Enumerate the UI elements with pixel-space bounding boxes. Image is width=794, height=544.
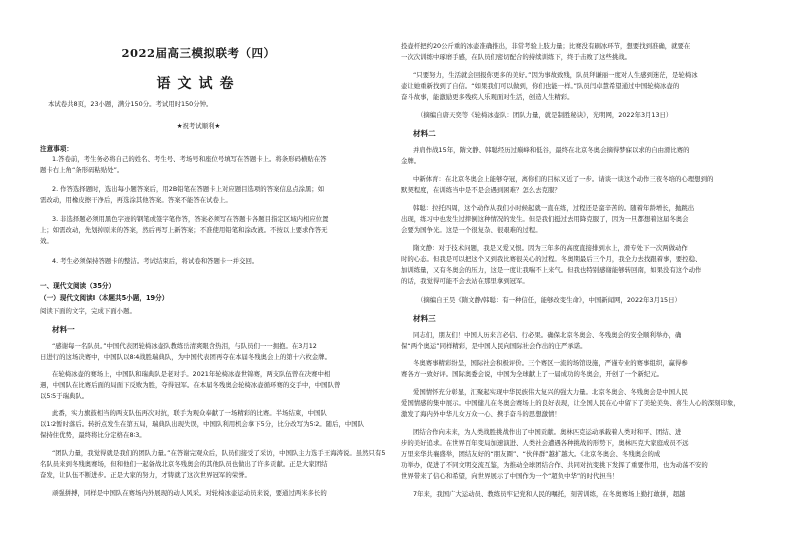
wish-line: ★祝考试顺利★: [176, 122, 221, 130]
m2-p1-line-2: 金牌。: [401, 157, 421, 165]
note-3-line-1: 3. 非选择题必须用黑色字迹的钢笔或签字笔作答，答案必须写在答题卡各题目指定区域内相应位置: [52, 215, 329, 223]
r-intro-line-2: 一次次训练中琢磨手感，在队员们密切配合的持续训练下，终于击败了这些挑战。: [401, 53, 632, 61]
r-quote-line-3: 奋斗故事，能激励更多残疾人乐观面对生活，创造人生精彩。: [401, 93, 574, 101]
m3-p4-line-3: 万里来华共襄盛举，团结友好的“朋友圈”、“伙伴群”越扩越大。《北京冬奥会、冬残奥会的成: [401, 450, 661, 458]
m1-p1-line-1: “感谢每一名队员。”中国代表团轮椅冰壶队教练岳清爽眼含热泪，与队员们一一拥抱。在3月12: [52, 342, 317, 350]
paper-title: 语文试卷: [156, 76, 241, 92]
exam-meta-line: 本试卷共8页，23小题，满分150分。考试用时150分钟。: [48, 100, 213, 108]
m3-p4-line-4: 功举办，促进了不同文明交流互鉴，为推动全球团结合作、共同对抗变挑下发挥了重要作用，也为动荡不安的: [401, 461, 708, 469]
m1-p5-line-1: 顽强拼搏，同样是中国队在赛场内外展现的动人风采。对轮椅冰壶运动员来说，要通过两米多长的: [52, 489, 327, 497]
m2-p3-line-3: 会要为国争光。这是一个很复杂、很艰难的过程。: [401, 226, 542, 234]
m2-p4-line-2: 时的心态。但我是可以把这个又到我比赛很关心的过程。冬奥期最后三个月，我全力去找跟着事，要控稳、: [401, 255, 702, 263]
m1-p1-line-2: 日进行的这场决赛中，中国队以8∶4战胜瑞典队，为中国代表团再夺在本届冬残奥会上的第十六枚金牌。: [40, 353, 331, 361]
m1-p4-line-1: “团队力量，我觉得就是我们的团队力量。”在答谢完观众后，队员们接受了采访，中国队主力选手王海涛说。虽然只有5: [52, 449, 386, 457]
m2-p4-line-3: 加训练量，又有冬奥会的压力，这是一度让我喘不上来气。但我也特别感谢能够转回南，如果没有这个动作: [401, 266, 702, 274]
note-2-line-1: 2. 作答选择题时，选出每小题答案后，用2B铅笔在答题卡上对应题目选项的答案信息点涂黑；如: [52, 185, 325, 193]
m3-p1-line-2: 保“两个奥运”同样精彩，是中国人民向国际社会作出的庄严承诺。: [401, 342, 587, 350]
note-2-line-2: 需改动，用橡皮擦干净后，再选涂其他答案。答案不能答在试卷上。: [40, 196, 232, 204]
m2-p2-line-1: 中新体育：在北京冬奥会上能够夺冠，离你们的目标又近了一步。请谈一谈这个动作三夜冬培的心理想到的: [413, 175, 714, 183]
m2-p3-line-1: 韩聪：拉托四周，这个动作从我们小时候起就一直在练，过程还是蛮辛苦的。随着年龄增长，抛跳出: [413, 204, 695, 212]
notes-heading: 注意事项：: [40, 145, 73, 153]
material-3-label: 材料三: [413, 314, 436, 323]
r-quote-line-1: “只要努力，生活就会回报你更多的美好。”因为事故致残，队员拜谦丽一度对人生感到迷茫，是轮椅冰: [413, 71, 698, 79]
m2-p3-line-2: 出现，练习中也发生过摔倒这种情况的发生。但是我们挺过去用降克服了，因为一旦都想着这届冬奥会: [401, 215, 689, 223]
source-1: （摘编自唐天奕等《轮椅冰壶队：团队力量，就是制胜秘诀》，光明网，2022年3月13日）: [417, 111, 673, 119]
m1-p2-line-1: 在轮椅冰壶的赛场上，中国队和瑞典队是老对手。2021年轮椅冰壶世锦赛，两支队伍曾在决赛中相: [52, 370, 331, 378]
note-4: 4. 考生必须保持答题卡的整洁。考试结束后，将试卷和答题卡一并交回。: [52, 257, 259, 265]
note-1-line-2: 题卡右上角“条形码粘贴处”。: [40, 166, 124, 174]
section-title: 一、现代文阅读（35分）: [40, 282, 116, 290]
m3-p4-line-2: 步的美好追求。在世界百年变局加速演进、人类社会遭遇各种挑战的形势下，奥林匹克大家庭成员不远: [401, 439, 689, 447]
note-3-line-3: 效。: [40, 237, 53, 245]
m3-p3-line-2: 爱国情感的集中展示。中国健儿在冬奥会赛场上的良好表现，让全国人民在心中留下了美轮美奂、喜生人心的深刻印象，: [401, 399, 740, 407]
exam-title: 2022届高三模拟联考（四）: [121, 46, 276, 60]
m3-p3-line-3: 激发了海内外中华儿女万众一心、携手奋斗的思想激情！: [401, 410, 561, 418]
m1-p2-line-2: 遇，中国队在比赛后面的局面下反败为胜，夺得冠军。在本届冬残奥会轮椅冰壶循环赛的交手中，中国队曾: [40, 381, 341, 389]
m3-p4-line-1: 团结合作向未来，为人类战胜挑战作出了中国贡献。奥林匹克运动承载着人类对和平、团结、进: [413, 428, 682, 436]
material-1-label: 材料一: [52, 325, 75, 334]
m1-p3-line-3: 保持住优势，最终将比分定格在8∶3。: [40, 431, 146, 439]
m1-p4-line-3: 奋发，让队伍不断进步。正是大家的努力，才铸就了这次世界冠军的荣誉。: [40, 471, 251, 479]
m3-p3-line-1: 爱国情怀充分彰显，汇聚起实现中华民族伟大复兴的强大力量。北京冬奥会、冬残奥会是中国人民: [413, 388, 688, 396]
note-3-line-2: 上；如需改动，先划掉原来的答案，然后再写上新答案；不准使用铅笔和涂改液。不按以上要求作答无: [40, 226, 328, 234]
r-quote-line-2: 壶让她重新找到了自信。“如果我们可以做到，你们也能一样。”队员闫卓慧希望通过中国轮椅冰壶的: [401, 82, 680, 90]
m2-p4-line-4: 的话，我觉得可能不会去站在那里拿到冠军。: [401, 277, 529, 285]
m2-p4-line-1: 隋文静：对于技术问题，我是又爱又恨。因为三年多的高度直接排到水上，滑专处下一次两做动作: [413, 244, 688, 252]
m3-p1-line-1: 同志们，朋友们！中国人历来言必信、行必果。确保北京冬奥会、冬残奥会的安全顺利举办，确: [413, 331, 682, 339]
m3-p2-line-2: 赛各方一致好评。国际奥委会说，中国为全球献上了一届成功的冬奥会，开创了一个新纪元。: [401, 370, 664, 378]
m1-p2-line-3: 以5∶5于瑞典队。: [40, 392, 89, 400]
r-intro-line-1: 投壶杆把约20公斤重的冰壶准确推出，非常考验上肢力量；比赛没有刷冰环节，想要找到准确，就要在: [401, 42, 691, 50]
m1-p4-line-2: 名队员来到冬残奥赛场，但和他们一起备战北京冬残奥会的其他队员也做出了许多贡献。正是大家团结: [40, 460, 328, 468]
m1-p3-line-1: 此番，实力旗鼓相当的两支队伍再次对抗，联手为观众奉献了一场精彩的比赛。半场结束，中国队: [52, 409, 327, 417]
m2-p2-line-2: 默契程度，在训练当中是不是会遇到困难？怎么去克服？: [401, 186, 561, 194]
m3-p2-line-1: 冬奥赛事精彩纷呈，国际社会积极评价。三个赛区一流的场馆设施，严谨专业的赛事组织，赢得参: [413, 359, 688, 367]
source-2: （摘编自王昊《隋文静/韩聪：有一种信任，能够改变生命》，中国新闻网，2022年3月15日）: [417, 296, 681, 304]
section-instruction: 阅读下面的文字，完成下面小题。: [40, 307, 136, 315]
note-1-line-1: 1.答卷前，考生务必将自己的姓名、考生号、考场号和座位号填写在答题卡上。将条形码横贴在答: [52, 155, 327, 163]
material-2-label: 材料二: [413, 129, 436, 138]
m1-p3-line-2: 以1∶2暂时落后。转折点发生在第五局，瑞典队出现失误，中国队利用机会拿下5分，比分改写为5∶2。随后，中国队: [40, 420, 365, 428]
section-subtitle: （一）现代文阅读Ⅰ（本题共5小题，19分）: [40, 294, 169, 302]
m3-p4-line-5: 世界带来了信心和希望，向世界展示了中国作为一个“超负中华”的时代担当！: [401, 472, 619, 480]
m3-p5-line-1: 7年来，我国广大运动员、教练员牢记党和人民的嘱托，刻苦训练，在冬奥赛场上勤打敢拼，超越: [413, 490, 686, 498]
m2-p1-line-1: 并肩作战15年，隋文静、韩聪经历过巅峰和低谷，最终在北京冬奥会摘得梦寐以求的自由滑比赛的: [413, 146, 690, 154]
